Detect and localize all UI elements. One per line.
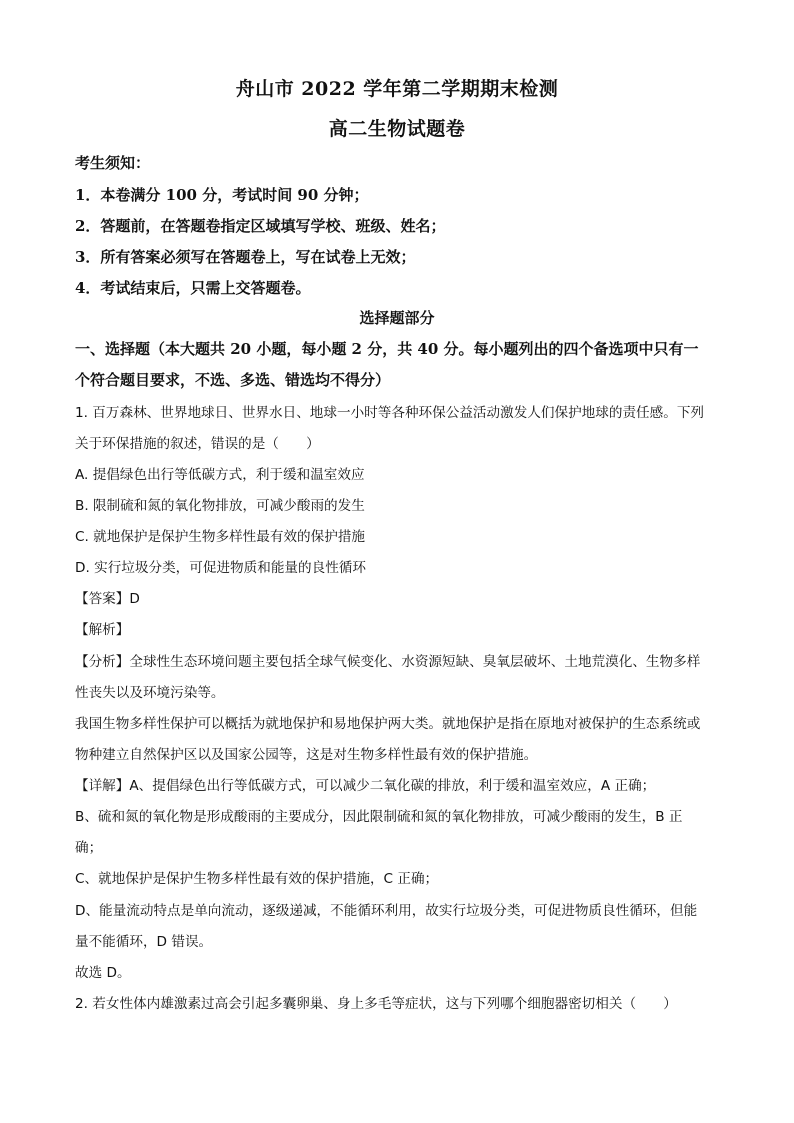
q2-stem-line1: 2. 若女性体内雄激素过高会引起多囊卵巢、身上多毛等症状，这与下列哪个细胞器密切相关（ ） [75, 996, 677, 1012]
section-title: 选择题部分 [359, 309, 435, 327]
q1-option-c: C. 就地保护是保护生物多样性最有效的保护措施 [75, 529, 366, 545]
q1-analysis-line: 性丧失以及环境污染等。 [75, 685, 225, 701]
q1-analysis-line: 故选 D。 [75, 965, 131, 981]
q1-answer: 【答案】D [75, 591, 140, 607]
notice-item-3: 3．所有答案必须写在答题卷上，写在试卷上无效； [75, 248, 416, 266]
exam-title: 舟山市 2022 学年第二学期期末检测 [235, 78, 559, 100]
section-intro-line2: 个符合题目要求，不选、多选、错选均不得分） [75, 371, 391, 389]
notice-item-1: 1．本卷满分 100 分，考试时间 90 分钟； [75, 186, 369, 204]
q1-analysis-line: 我国生物多样性保护可以概括为就地保护和易地保护两大类。就地保护是指在原地对被保护的生态系统或 [75, 716, 701, 732]
exam-subtitle: 高二生物试题卷 [328, 118, 466, 140]
q1-analysis-line: D、能量流动特点是单向流动，逐级递减，不能循环利用，故实行垃圾分类，可促进物质良性循环，但能 [75, 903, 698, 919]
q1-analysis-label: 【解析】 [75, 622, 130, 638]
q1-option-b: B. 限制硫和氮的氧化物排放，可减少酸雨的发生 [75, 498, 365, 514]
q1-analysis-line: 【分析】全球性生态环境问题主要包括全球气候变化、水资源短缺、臭氧层破坏、土地荒漠化、生物多样 [75, 654, 701, 670]
notice-heading: 考生须知： [75, 154, 151, 172]
notice-item-4: 4．考试结束后，只需上交答题卷。 [75, 279, 311, 297]
q1-option-d: D. 实行垃圾分类，可促进物质和能量的良性循环 [75, 560, 366, 576]
q1-option-a: A. 提倡绿色出行等低碳方式，利于缓和温室效应 [75, 467, 365, 483]
section-intro-line1: 一、选择题（本大题共 20 小题，每小题 2 分，共 40 分。每小题列出的四个备选项中只有一 [75, 340, 699, 358]
q1-analysis-line: 量不能循环，D 错误。 [75, 934, 213, 950]
q1-analysis-line: B、硫和氮的氧化物是形成酸雨的主要成分，因此限制硫和氮的氧化物排放，可减少酸雨的发生，B 正 [75, 809, 683, 825]
notice-item-2: 2．答题前，在答题卷指定区域填写学校、班级、姓名； [75, 217, 446, 235]
q1-stem-line2: 关于环保措施的叙述，错误的是（ ） [75, 436, 320, 452]
q1-analysis-line: 确； [75, 840, 103, 856]
q1-analysis-line: C、就地保护是保护生物多样性最有效的保护措施，C 正确； [75, 871, 439, 887]
q1-stem-line1: 1. 百万森林、世界地球日、世界水日、地球一小时等各种环保公益活动激发人们保护地球的责任感。下列 [75, 405, 705, 421]
q1-analysis-line: 物种建立自然保护区以及国家公园等，这是对生物多样性最有效的保护措施。 [75, 747, 538, 763]
q1-analysis-line: 【详解】A、提倡绿色出行等低碳方式，可以减少二氧化碳的排放，利于缓和温室效应，A 正确； [75, 778, 656, 794]
